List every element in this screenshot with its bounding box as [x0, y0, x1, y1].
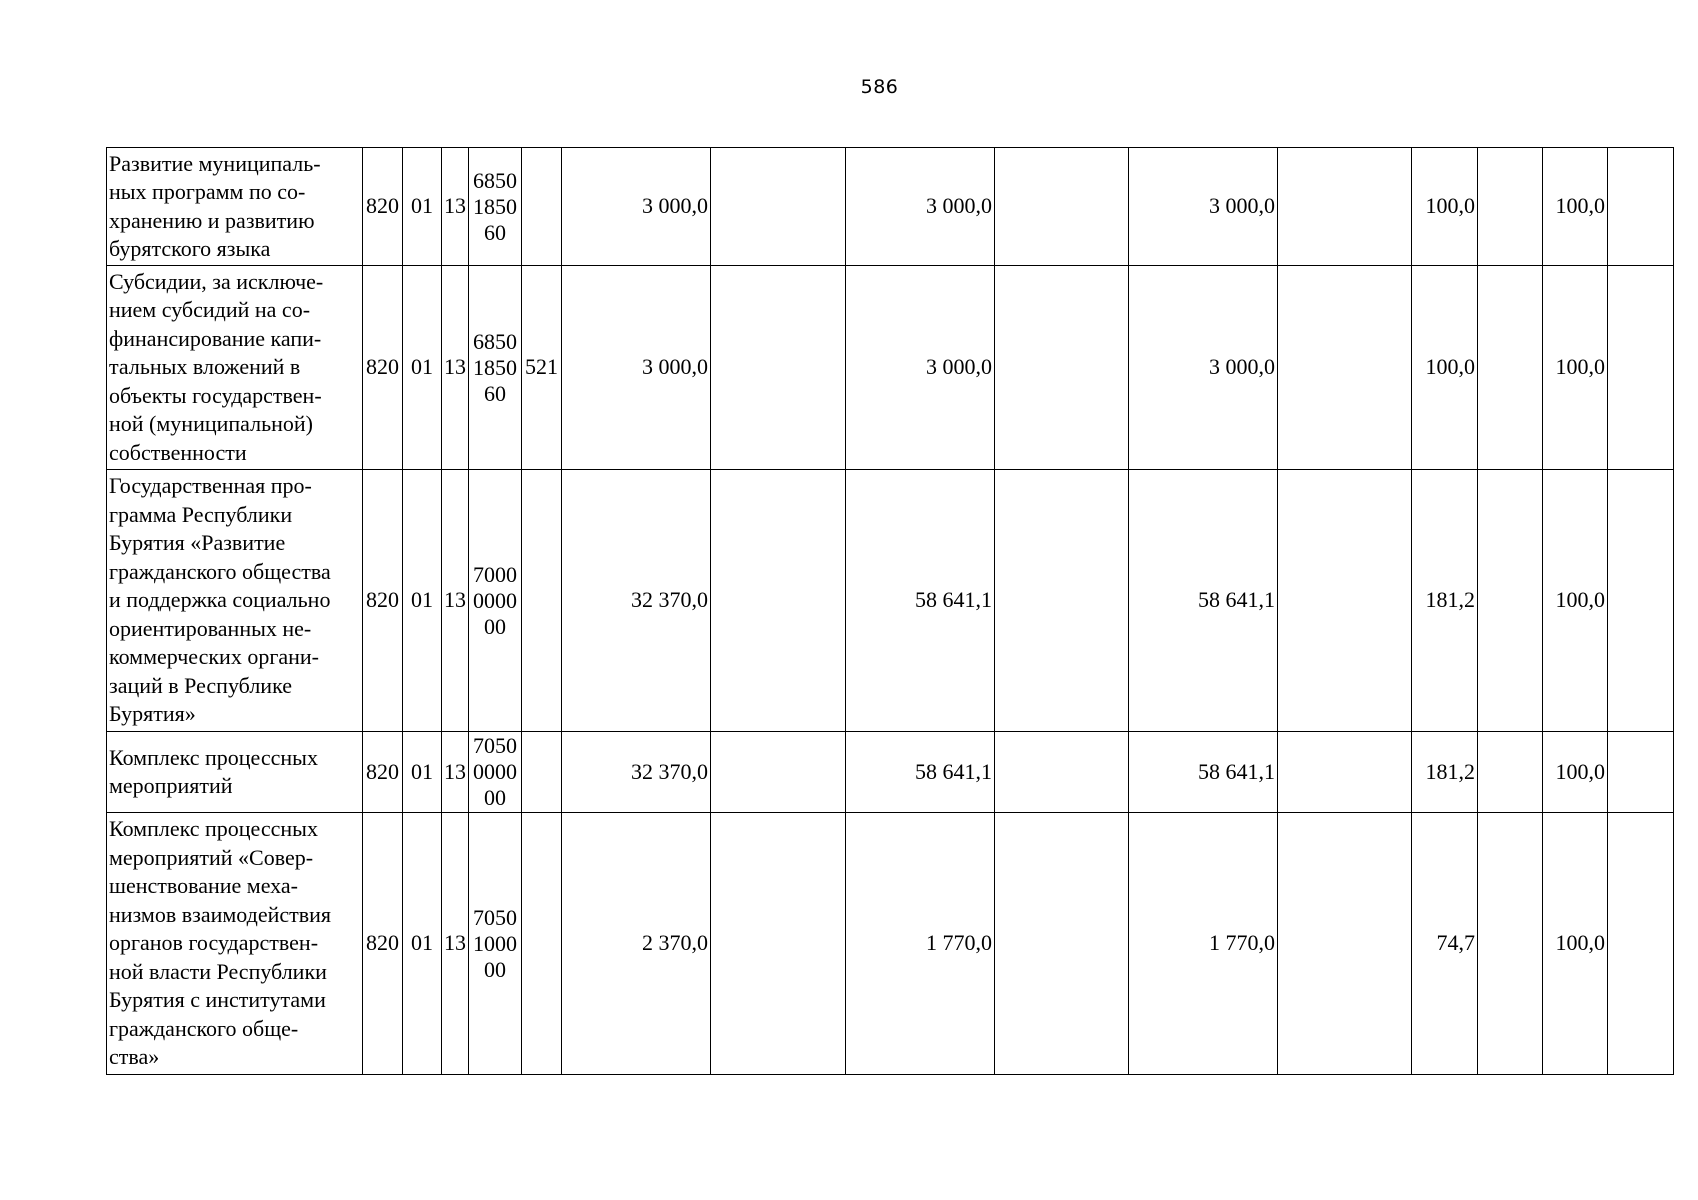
- gr-code-cell: 820: [363, 148, 403, 266]
- csr-code-cell: 7000 0000 00: [469, 470, 522, 732]
- value-3-cell: 3 000,0: [1129, 266, 1278, 470]
- value-2-cell: 58 641,1: [846, 732, 995, 813]
- pr-code-cell: 13: [442, 148, 469, 266]
- rz-code-cell: 01: [403, 266, 442, 470]
- empty-cell: [1278, 148, 1412, 266]
- empty-cell: [711, 813, 846, 1075]
- empty-cell: [711, 148, 846, 266]
- value-1-cell: 32 370,0: [562, 732, 711, 813]
- empty-cell: [995, 732, 1129, 813]
- gr-code-cell: 820: [363, 266, 403, 470]
- table-row: [107, 813, 1674, 1075]
- percent-1-cell: 100,0: [1412, 148, 1478, 266]
- gr-code-cell: 820: [363, 732, 403, 813]
- empty-cell: [1278, 732, 1412, 813]
- percent-2-cell: 100,0: [1543, 813, 1608, 1075]
- percent-1-cell: 181,2: [1412, 470, 1478, 732]
- vr-code-cell: [522, 813, 562, 1075]
- table-row: [107, 732, 1674, 813]
- row-name-cell: Субсидии, за исключе- нием субсидий на со- финансирование капи- тальных вложений в объекты государствен- ной (муниципальной) собственности: [107, 266, 363, 470]
- value-1-cell: 3 000,0: [562, 148, 711, 266]
- empty-cell: [1478, 732, 1543, 813]
- percent-2-cell: 100,0: [1543, 266, 1608, 470]
- vr-code-cell: 521: [522, 266, 562, 470]
- empty-cell: [995, 813, 1129, 1075]
- vr-code-cell: [522, 470, 562, 732]
- empty-cell: [1608, 470, 1674, 732]
- empty-cell: [1478, 266, 1543, 470]
- row-name-cell: Развитие муниципаль- ных программ по со- хранению и развитию бурятского языка: [107, 148, 363, 266]
- row-name-cell: Комплекс процессных мероприятий: [107, 732, 363, 813]
- value-3-cell: 1 770,0: [1129, 813, 1278, 1075]
- pr-code-cell: 13: [442, 813, 469, 1075]
- empty-cell: [995, 148, 1129, 266]
- page-number: 586: [860, 76, 899, 98]
- percent-1-cell: 181,2: [1412, 732, 1478, 813]
- value-2-cell: 1 770,0: [846, 813, 995, 1075]
- empty-cell: [995, 266, 1129, 470]
- empty-cell: [1608, 148, 1674, 266]
- percent-1-cell: 100,0: [1412, 266, 1478, 470]
- value-1-cell: 32 370,0: [562, 470, 711, 732]
- row-name-cell: Государственная про- грамма Республики Бурятия «Развитие гражданского общества и поддержка социально ориентированных не- коммерческих органи- заций в Республике Бурятия»: [107, 470, 363, 732]
- percent-2-cell: 100,0: [1543, 148, 1608, 266]
- empty-cell: [1608, 813, 1674, 1075]
- table-row: [107, 148, 1674, 266]
- value-1-cell: 3 000,0: [562, 266, 711, 470]
- empty-cell: [1608, 266, 1674, 470]
- vr-code-cell: [522, 732, 562, 813]
- gr-code-cell: 820: [363, 813, 403, 1075]
- empty-cell: [1478, 470, 1543, 732]
- rz-code-cell: 01: [403, 732, 442, 813]
- value-2-cell: 3 000,0: [846, 148, 995, 266]
- empty-cell: [711, 266, 846, 470]
- percent-1-cell: 74,7: [1412, 813, 1478, 1075]
- vr-code-cell: [522, 148, 562, 266]
- pr-code-cell: 13: [442, 732, 469, 813]
- empty-cell: [995, 470, 1129, 732]
- pr-code-cell: 13: [442, 266, 469, 470]
- empty-cell: [711, 470, 846, 732]
- rz-code-cell: 01: [403, 813, 442, 1075]
- empty-cell: [1608, 732, 1674, 813]
- empty-cell: [711, 732, 846, 813]
- budget-table: [106, 147, 1674, 1075]
- percent-2-cell: 100,0: [1543, 470, 1608, 732]
- rz-code-cell: 01: [403, 470, 442, 732]
- pr-code-cell: 13: [442, 470, 469, 732]
- csr-code-cell: 6850 1850 60: [469, 148, 522, 266]
- empty-cell: [1278, 470, 1412, 732]
- table-row: [107, 266, 1674, 470]
- value-1-cell: 2 370,0: [562, 813, 711, 1075]
- rz-code-cell: 01: [403, 148, 442, 266]
- csr-code-cell: 7050 1000 00: [469, 813, 522, 1075]
- value-3-cell: 3 000,0: [1129, 148, 1278, 266]
- row-name-cell: Комплекс процессных мероприятий «Совер- шенствование меха- низмов взаимодействия органов государствен- ной власти Республики Бурятия с институтами гражданского обще- ства»: [107, 813, 363, 1075]
- value-2-cell: 3 000,0: [846, 266, 995, 470]
- gr-code-cell: 820: [363, 470, 403, 732]
- empty-cell: [1478, 813, 1543, 1075]
- value-3-cell: 58 641,1: [1129, 470, 1278, 732]
- csr-code-cell: 6850 1850 60: [469, 266, 522, 470]
- percent-2-cell: 100,0: [1543, 732, 1608, 813]
- empty-cell: [1278, 813, 1412, 1075]
- empty-cell: [1278, 266, 1412, 470]
- table-row: [107, 470, 1674, 732]
- value-2-cell: 58 641,1: [846, 470, 995, 732]
- empty-cell: [1478, 148, 1543, 266]
- csr-code-cell: 7050 0000 00: [469, 732, 522, 813]
- value-3-cell: 58 641,1: [1129, 732, 1278, 813]
